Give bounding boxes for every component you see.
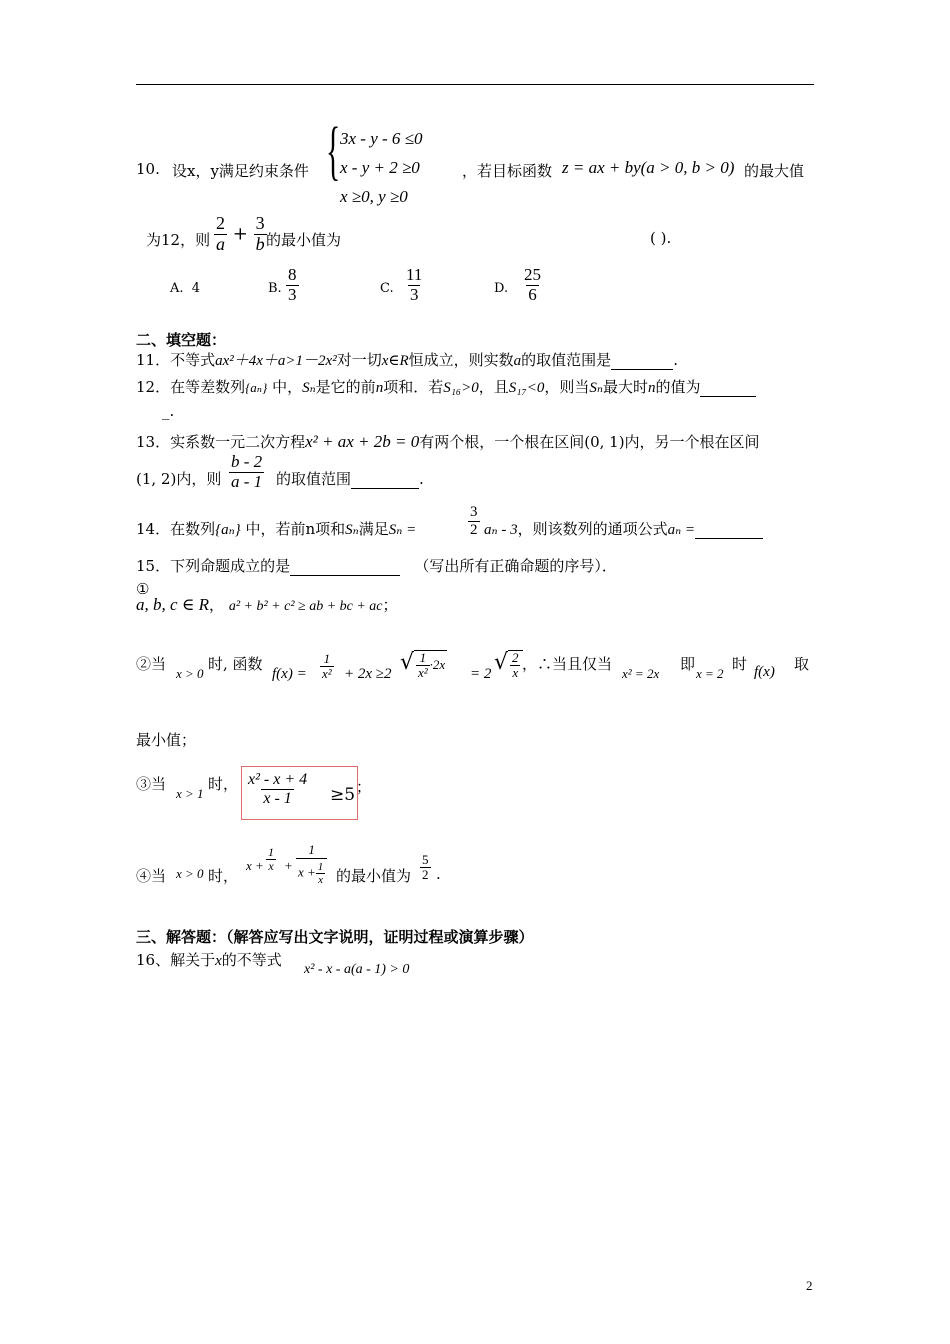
q10-line2: 为12，则: [146, 231, 211, 249]
answer-blank: [611, 351, 673, 370]
question-11: 11．不等式ax²＋4x＋a>1－2x²对一切x∈R恒成立，则实数a的取值范围是 .: [136, 351, 678, 369]
q12-blank-end: _.: [162, 402, 175, 420]
sqrt-sign-1: √: [400, 650, 415, 675]
option-b-label: B.: [268, 281, 282, 296]
prop-2-eq: = 2: [470, 666, 492, 682]
prop-3-text: 时，: [208, 775, 239, 793]
prop-2-cond: x > 0: [176, 666, 204, 681]
prop-3-fraction: $\frac{\text{x² - x + 4}}{x - 1}$: [248, 771, 308, 807]
question-16: 16、解关于x的不等式: [136, 951, 282, 969]
header-rule: [136, 84, 814, 85]
constraint-1: 3x - y - 6 ≤0: [340, 129, 423, 148]
section-2-heading: 二、填空题：: [136, 331, 227, 349]
option-d-label: D.: [494, 281, 509, 296]
prop-1: a, b, c ∈ R， a² + b² + c² ≥ ab + bc + ac；: [136, 595, 398, 614]
sqrt-sign-2: √: [494, 650, 509, 675]
prop-2-function: f(x) =: [272, 666, 307, 682]
prop-2-text3: ，∴当且仅当: [522, 655, 613, 673]
prop-1-mark: ①: [136, 580, 150, 598]
prop-4-frac2: 1 x + $\frac{1}{x}$: [296, 842, 327, 886]
plus-sign: +: [232, 223, 248, 245]
frac-den: a: [216, 233, 225, 254]
section-3-heading: 三、解答题：（解答应写出文字说明，证明过程或演算步骤）: [136, 928, 534, 946]
prop-4-text2: 的最小值为: [336, 867, 412, 885]
prop-2-cond1: x² = 2x: [622, 666, 660, 681]
left-brace: {: [326, 114, 341, 187]
prop-2-text4: 即: [680, 655, 696, 673]
prop-2-fx: f(x): [754, 664, 775, 680]
prop-4-result: $\frac{5}{2}$: [422, 852, 429, 883]
prop-2-text: 时, 函数: [208, 655, 263, 673]
answer-paren: ( ).: [650, 229, 672, 247]
frac-num: 2: [216, 213, 225, 233]
prop-4-mark: ④当: [136, 867, 167, 885]
prop-4-plus: +: [284, 858, 293, 873]
q16-inequality: x² - x - a(a - 1) > 0: [304, 962, 410, 977]
prop-2-text6: 取: [794, 655, 810, 673]
option-d-value: $\frac{25}{6}$: [524, 265, 541, 304]
question-12: 12．在等差数列{aₙ} 中，Sₙ是它的前n项和．若S₁₆>0，且S₁₇<0，则当Sₙ最大时n的值为: [136, 376, 756, 397]
sqrt-1: $\frac{1}{\text{x²}}$ ·2x: [414, 650, 447, 681]
q10-text2: ，若目标函数: [462, 162, 553, 180]
question-13-line2b: 的取值范围 .: [276, 470, 424, 488]
prop-4-frac1: $\frac{1}{x}$: [268, 845, 274, 874]
objective-function: z = ax + by(a > 0, b > 0): [562, 158, 735, 177]
q13-fraction: $\frac{b - 2}{a - 1}$: [231, 452, 263, 491]
prop-2-frac: $\frac{1}{\text{x²}}$: [322, 651, 332, 682]
frac-den: b: [255, 233, 265, 254]
question-15: 15．下列命题成立的是 （写出所有正确命题的序号）．: [136, 557, 617, 575]
constraint-3: x ≥0, y ≥0: [340, 187, 408, 206]
prop-2-line2: 最小值；: [136, 731, 197, 749]
prop-4-x: x +: [246, 858, 264, 873]
prop-2-text5: 时: [732, 655, 748, 673]
q14-fraction: $\frac{3}{2}$: [470, 504, 478, 538]
q10-number: 10.: [136, 160, 160, 178]
prop-2-ineq: + 2x ≥2: [344, 666, 392, 682]
prop-3-end: ；: [356, 778, 372, 796]
question-14: 14．在数列{aₙ} 中，若前n项和Sₙ满足Sₙ =: [136, 520, 417, 538]
q10-text: 设x，y满足约束条件: [172, 162, 309, 180]
answer-blank: [700, 378, 756, 397]
prop-4-cond: x > 0: [176, 866, 204, 881]
option-c-label: C.: [380, 281, 394, 296]
question-13-line2: (1, 2)内，则: [136, 470, 222, 488]
q10-text3: 的最大值: [744, 162, 805, 180]
option-c-value: $\frac{11}{3}$: [406, 265, 423, 304]
prop-3-ge: ≥5: [330, 785, 356, 805]
question-13-line1: 13．实系数一元二次方程x² + ax + 2b = 0有两个根，一个根在区间(0, 1)内，另一个根在区间: [136, 432, 760, 451]
prop-4-text: 时，: [208, 867, 239, 885]
prop-2-mark: ②当: [136, 655, 167, 673]
prop-3-mark: ③当: [136, 775, 167, 793]
page-number: 2: [806, 1278, 813, 1293]
constraint-2: x - y + 2 ≥0: [340, 158, 420, 177]
option-b-value: $\frac{8}{3}$: [288, 265, 297, 304]
constraint-system: [340, 124, 423, 211]
q10-line2-post: 的最小值为: [266, 231, 342, 249]
prop-2-cond2: x = 2: [696, 666, 724, 681]
prop-3-cond: x > 1: [176, 786, 204, 801]
frac-num: 3: [255, 213, 265, 233]
question-14b: aₙ - 3，则该数列的通项公式aₙ =: [484, 518, 763, 539]
prop-4-end: .: [436, 865, 441, 883]
q10-expression: [214, 214, 267, 255]
sqrt-2: $\frac{2}{x}$: [508, 650, 523, 681]
option-a: A. 4: [170, 281, 201, 296]
